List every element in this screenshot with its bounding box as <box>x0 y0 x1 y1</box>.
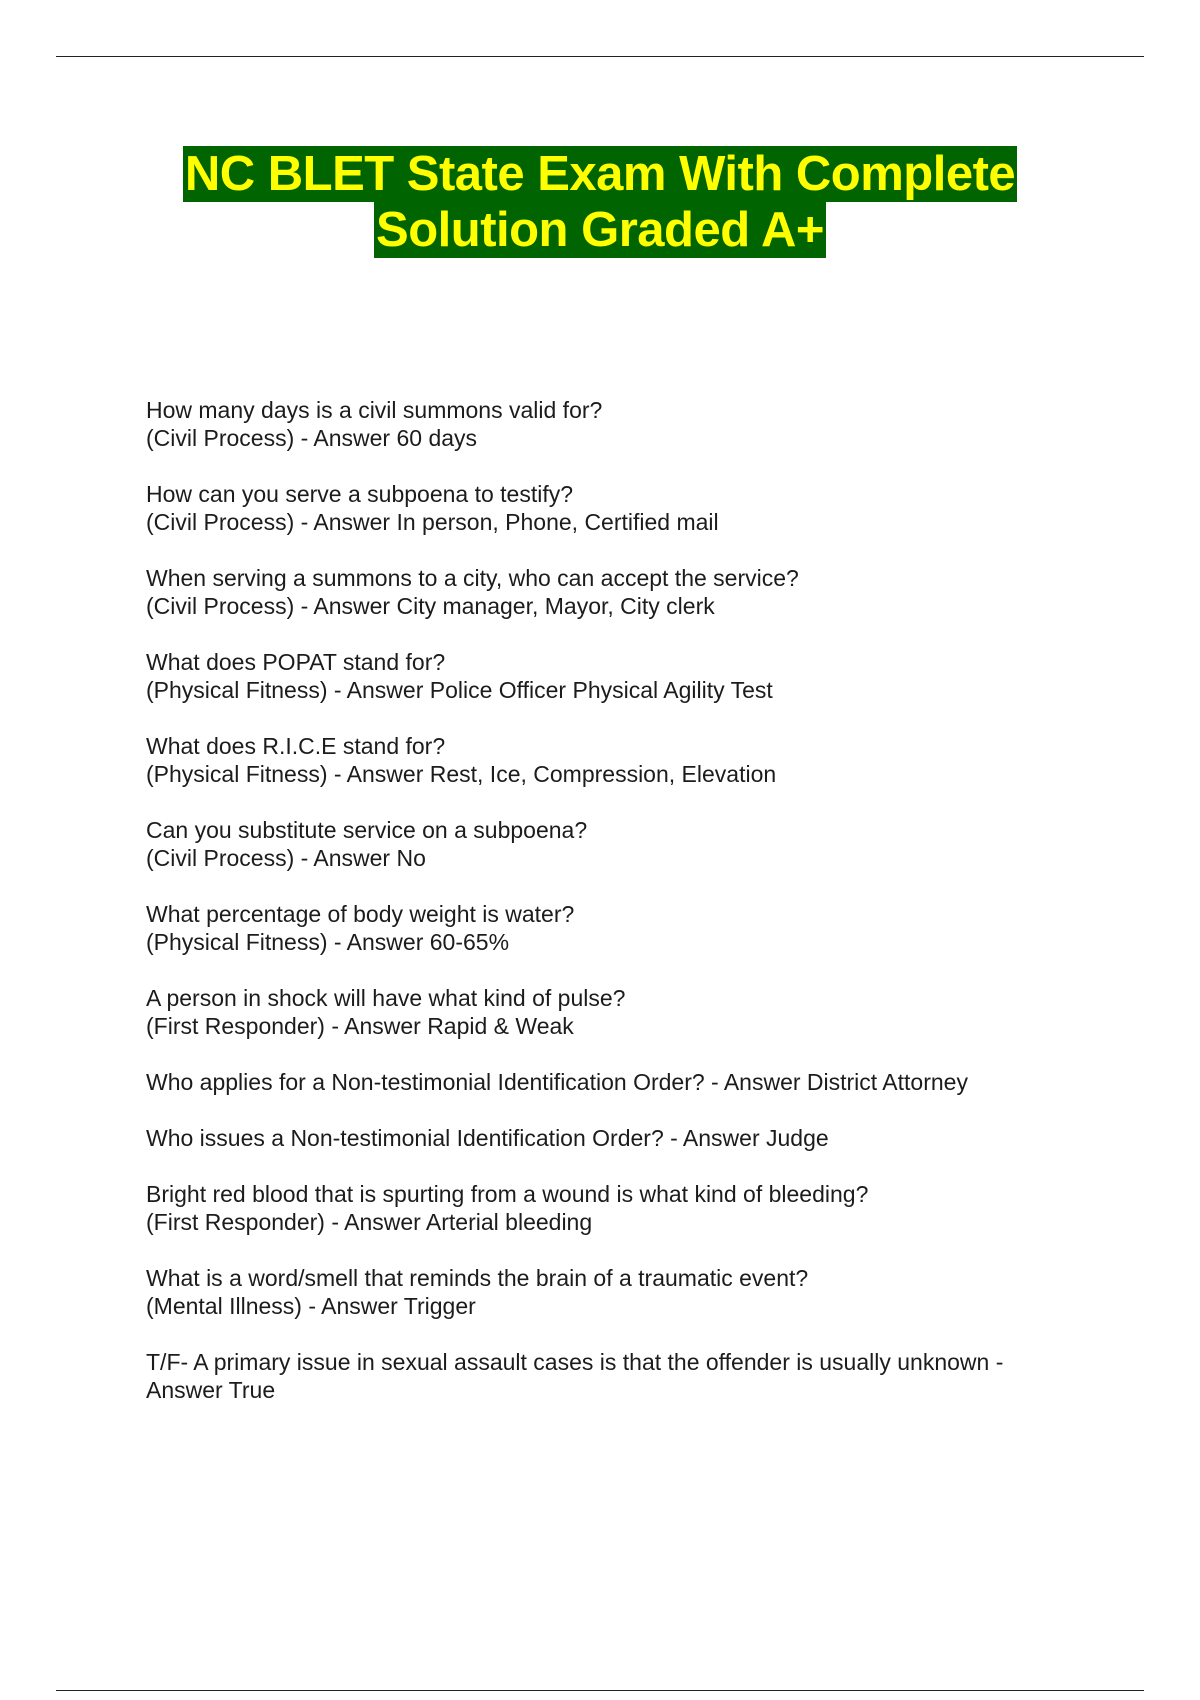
qa-item <box>146 984 1066 1040</box>
qa-item <box>146 396 1066 452</box>
qa-item <box>146 1264 1066 1320</box>
answer-text: (Physical Fitness) - Answer 60-65% <box>146 929 510 955</box>
question-text: What does R.I.C.E stand for? <box>146 733 446 759</box>
question-text: How can you serve a subpoena to testify? <box>146 481 574 507</box>
question-text: How many days is a civil summons valid for? <box>146 397 603 423</box>
answer-text: (First Responder) - Answer Arterial bleeding <box>146 1209 593 1235</box>
document-title <box>0 146 1200 258</box>
question-answer-text: Who issues a Non-testimonial Identification Order? - Answer Judge <box>146 1125 829 1151</box>
qa-item <box>146 1180 1066 1236</box>
question-text: What is a word/smell that reminds the brain of a traumatic event? <box>146 1265 809 1291</box>
answer-text: (Physical Fitness) - Answer Rest, Ice, Compression, Elevation <box>146 761 777 787</box>
qa-item <box>146 732 1066 788</box>
answer-text: (Civil Process) - Answer City manager, Mayor, City clerk <box>146 593 715 619</box>
bottom-divider <box>56 1690 1144 1691</box>
qa-item <box>146 900 1066 956</box>
answer-text: (Civil Process) - Answer 60 days <box>146 425 478 451</box>
question-answer-text: Who applies for a Non-testimonial Identification Order? - Answer District Attorney <box>146 1069 968 1095</box>
answer-text: (Mental Illness) - Answer Trigger <box>146 1293 476 1319</box>
qa-item <box>146 1348 1066 1404</box>
answer-text: (Civil Process) - Answer No <box>146 845 426 871</box>
answer-text: (Physical Fitness) - Answer Police Officer Physical Agility Test <box>146 677 773 703</box>
qa-item <box>146 816 1066 872</box>
question-text: What percentage of body weight is water? <box>146 901 575 927</box>
question-text: T/F- A primary issue in sexual assault cases is that the offender is usually unknown - <box>146 1349 1004 1375</box>
question-text: What does POPAT stand for? <box>146 649 446 675</box>
title-line-2: Solution Graded A+ <box>376 203 824 257</box>
title-line-1: NC BLET State Exam With Complete <box>184 147 1016 201</box>
qa-item <box>146 480 1066 536</box>
qa-item <box>146 1068 1066 1096</box>
qa-item <box>146 1124 1066 1152</box>
question-text: A person in shock will have what kind of pulse? <box>146 985 626 1011</box>
question-text: Can you substitute service on a subpoena? <box>146 817 588 843</box>
top-divider <box>56 56 1144 57</box>
answer-text: (First Responder) - Answer Rapid & Weak <box>146 1013 574 1039</box>
question-text: Bright red blood that is spurting from a wound is what kind of bleeding? <box>146 1181 869 1207</box>
qa-item <box>146 648 1066 704</box>
qa-item <box>146 564 1066 620</box>
qa-list <box>146 396 1066 1432</box>
answer-text: Answer True <box>146 1377 276 1403</box>
question-text: When serving a summons to a city, who can accept the service? <box>146 565 799 591</box>
answer-text: (Civil Process) - Answer In person, Phone, Certified mail <box>146 509 719 535</box>
